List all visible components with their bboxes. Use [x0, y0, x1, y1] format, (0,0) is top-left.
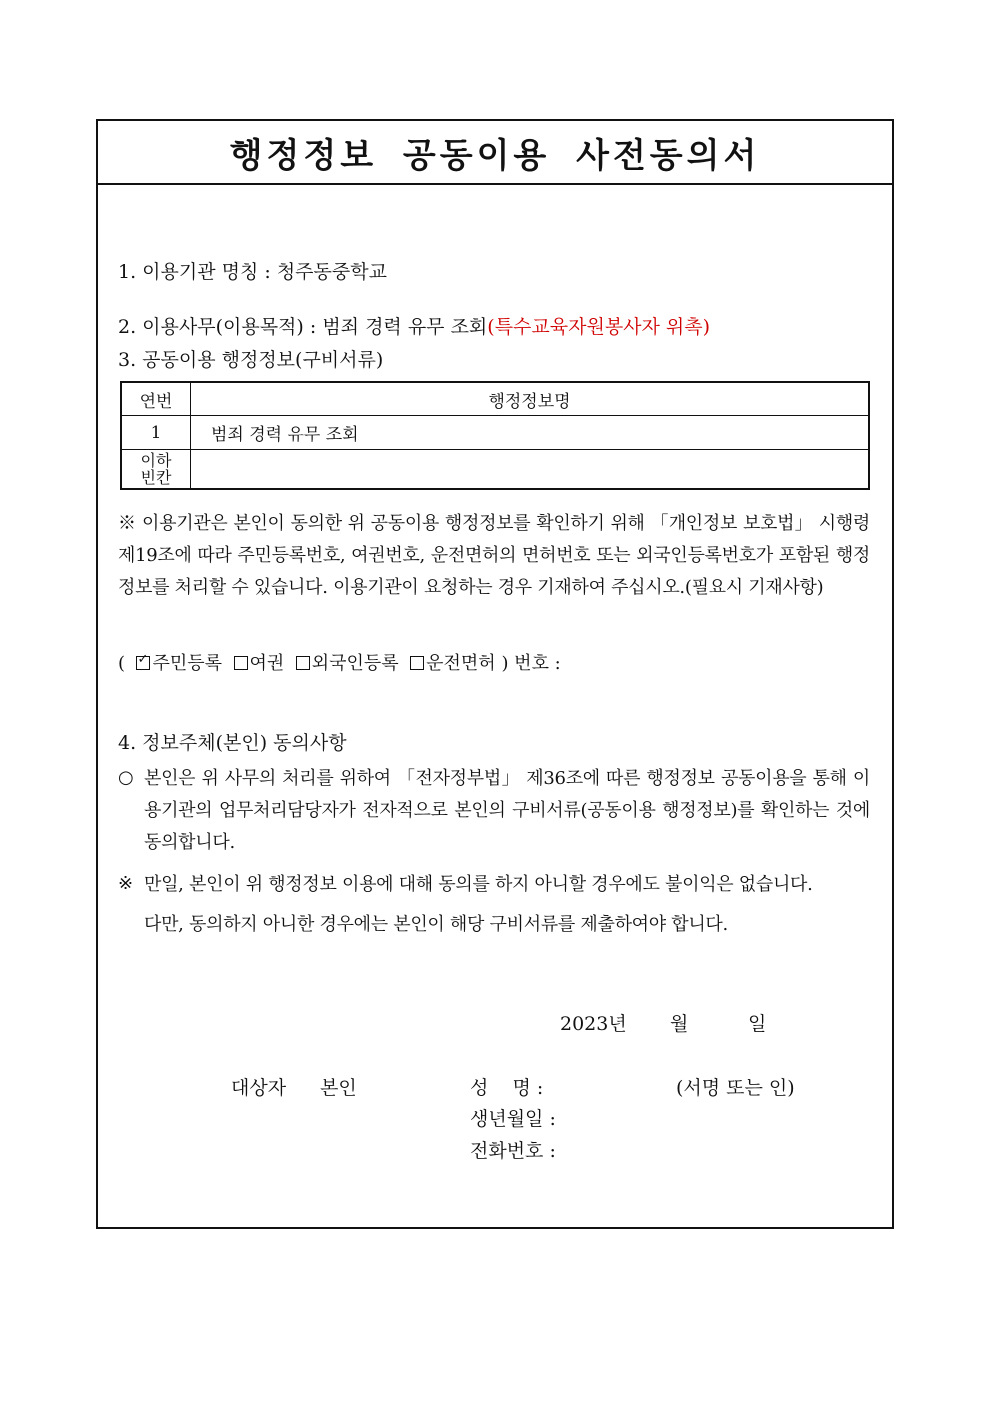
notice-paragraph: ※ 이용기관은 본인이 동의한 위 공동이용 행정정보를 확인하기 위해 「개인정보 보호법」 시행령 제19조에 따라 주민등록번호, 여권번호, 운전면허의 면허번호 또는 외국인등록번호가 포함된 행정정보를 처리할 수 있습니다. 이용기관이 요청하는 경우 기재하여 주십시오.(필요시 기재사항)	[118, 513, 870, 598]
table-row	[121, 416, 869, 450]
purpose-value: 범죄 경력 유무 조회	[322, 316, 488, 338]
title-box	[98, 121, 892, 185]
header-name: 행정정보명	[191, 382, 870, 416]
row-name: 범죄 경력 유무 조회	[191, 416, 870, 450]
header-no: 연번	[121, 382, 191, 416]
section-1	[118, 257, 387, 284]
id-open: (	[118, 653, 126, 674]
name-label: 성 명 :	[470, 1077, 544, 1099]
date-day: 일	[748, 1013, 767, 1035]
section-4-label: 4. 정보주체(본인) 동의사항	[118, 732, 347, 754]
institution-name: 청주동중학교	[276, 261, 387, 283]
checkbox-foreigner[interactable]	[296, 656, 310, 670]
section-2-label: 2. 이용사무(이용목적) :	[118, 316, 317, 338]
checkbox-license[interactable]	[410, 656, 424, 670]
table-row	[121, 450, 869, 490]
date-year: 2023년	[560, 1013, 627, 1035]
id-option-foreigner: 외국인등록	[311, 653, 399, 674]
row-name-empty	[191, 450, 870, 490]
consent-paragraph: 본인은 위 사무의 처리를 위하여 「전자정부법」 제36조에 따른 행정정보 공동이용을 통해 이용기관의 업무처리담당자가 전자적으로 본인의 구비서류(공동이용 행정정보)를 확인하는 것에 동의합니다.	[144, 768, 870, 853]
purpose-note: (특수교육자원봉사자 위촉)	[487, 316, 711, 338]
id-option-passport: 여권	[249, 653, 285, 674]
checkbox-passport[interactable]	[234, 656, 248, 670]
info-table	[120, 381, 870, 490]
id-type-line	[118, 649, 561, 675]
date-month: 월	[670, 1013, 689, 1035]
note-line-1: 만일, 본인이 위 행정정보 이용에 대해 동의를 하지 아니할 경우에도 불이익은 없습니다.	[144, 874, 813, 895]
checkbox-resident[interactable]	[136, 656, 150, 670]
note-line-2: 다만, 동의하지 아니한 경우에는 본인이 해당 구비서류를 제출하여야 합니다.	[144, 914, 728, 935]
table-header-row	[121, 382, 869, 416]
id-option-resident: 주민등록	[152, 653, 223, 674]
subject-value: 본인	[320, 1077, 357, 1099]
sign-hint: (서명 또는 인)	[676, 1077, 795, 1099]
phone-label: 전화번호 :	[470, 1140, 556, 1162]
birth-label: 생년월일 :	[470, 1108, 556, 1130]
consent-form	[96, 119, 894, 1229]
circle-bullet-icon: ○	[118, 767, 134, 788]
empty-label-1: 이하	[140, 451, 172, 470]
id-option-license: 운전면허	[426, 653, 496, 674]
section-1-label: 1. 이용기관 명칭 :	[118, 261, 271, 283]
section-2	[118, 312, 710, 339]
form-title: 행정정보 공동이용 사전동의서	[229, 135, 761, 176]
row-no: 1	[121, 416, 191, 450]
empty-label-2: 빈칸	[140, 468, 172, 487]
note-symbol-icon: ※	[118, 873, 134, 894]
section-3-label: 3. 공동이용 행정정보(구비서류)	[118, 349, 384, 371]
row-no-empty	[121, 450, 191, 490]
subject-label: 대상자	[231, 1077, 287, 1099]
id-close: ) 번호 :	[501, 653, 561, 674]
